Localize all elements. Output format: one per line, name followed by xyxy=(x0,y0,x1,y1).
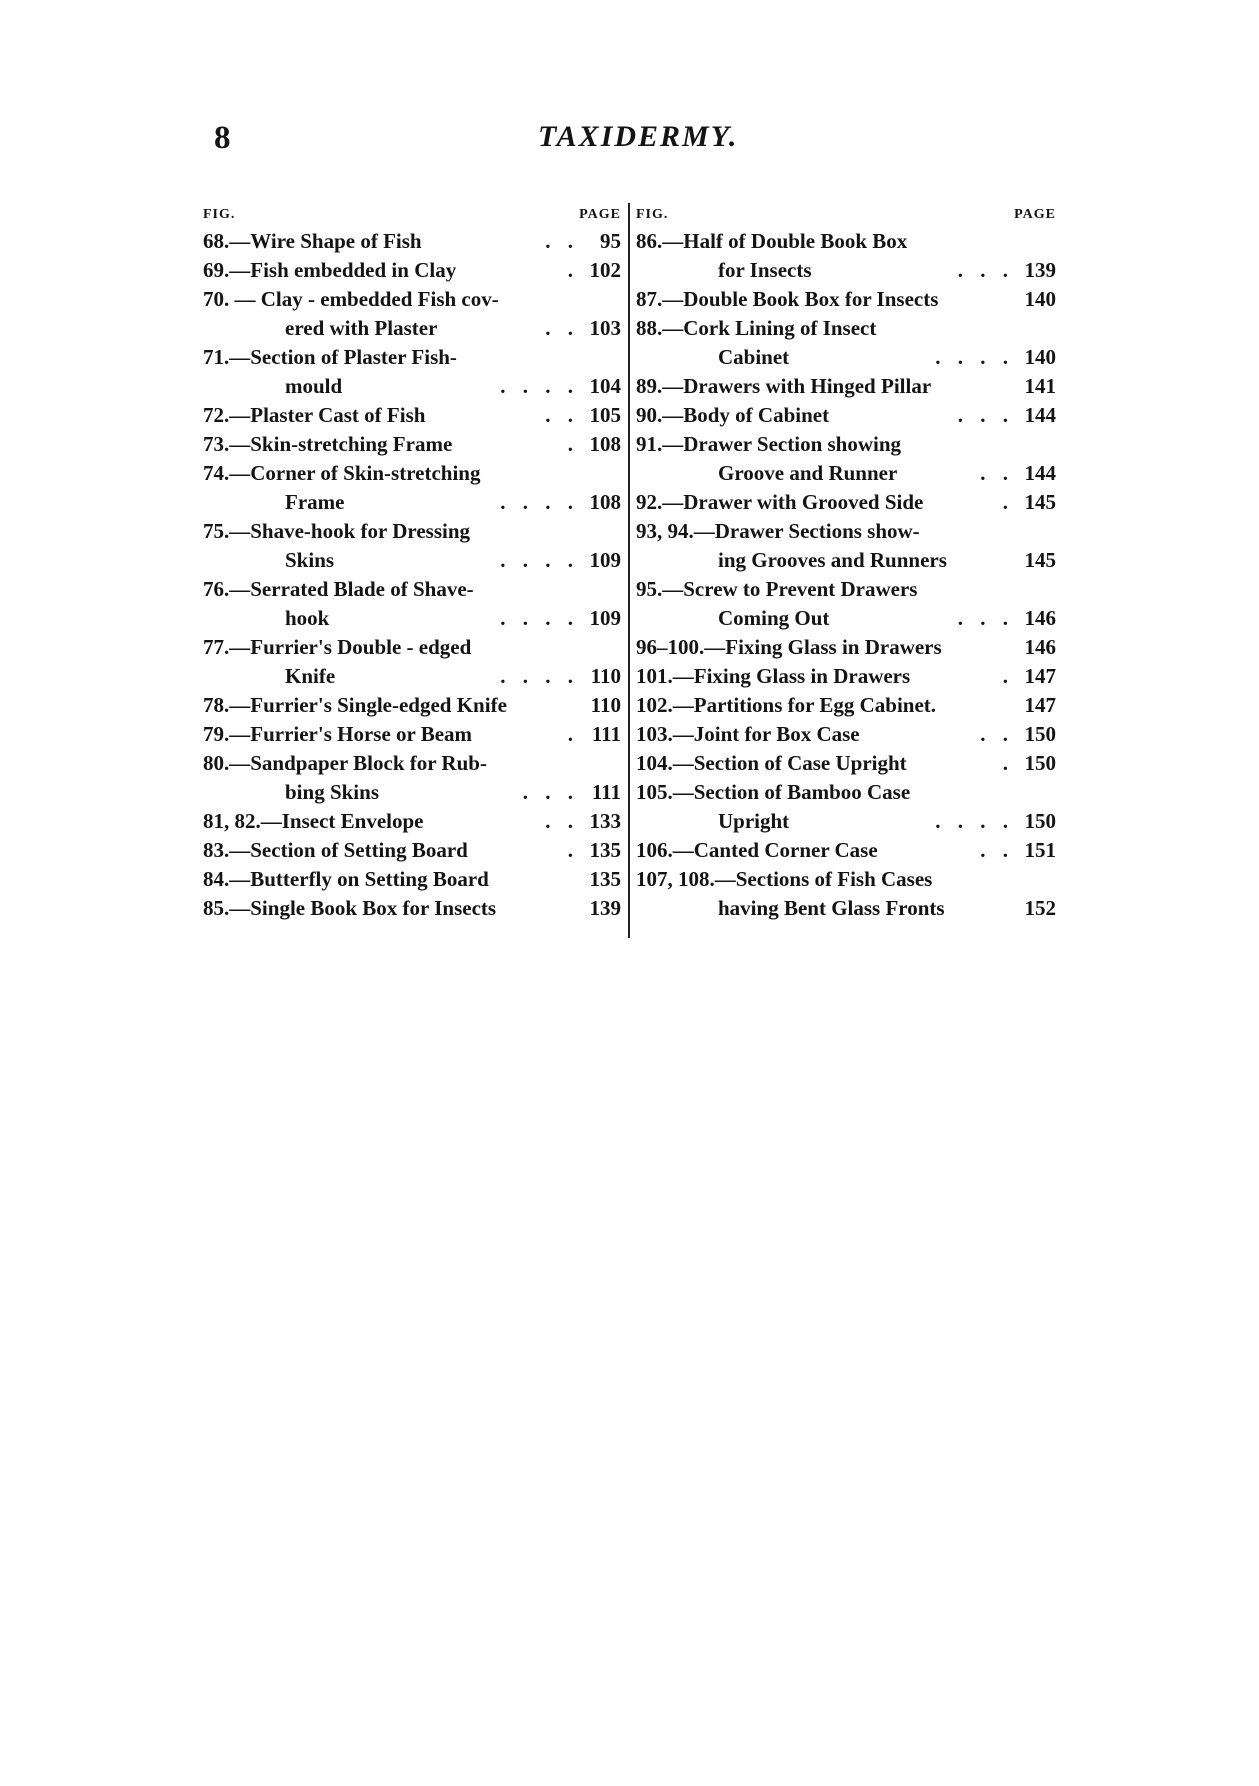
entry-text: Upright xyxy=(718,809,790,833)
figure-list-entry xyxy=(203,227,621,256)
leader-dots: . . . . xyxy=(935,345,1014,369)
entry-page-number: 150 xyxy=(1024,809,1056,833)
entry-text: Frame xyxy=(285,490,345,514)
entry-text: mould xyxy=(285,374,343,398)
leader-dots: . . xyxy=(545,229,579,253)
entry-text: 96–100.—Fixing Glass in Drawers xyxy=(636,635,942,659)
leader-dots xyxy=(1010,372,1018,401)
entry-text: 86.—Half of Double Book Box xyxy=(636,229,908,253)
figure-list-entry xyxy=(636,401,1056,430)
figure-list-entry xyxy=(636,256,1056,285)
entry-text: 74.—Corner of Skin-stretching xyxy=(203,461,481,485)
entry-page-number xyxy=(583,575,621,604)
figure-list-entry xyxy=(203,749,621,778)
entry-text: 78.—Furrier's Single-edged Knife xyxy=(203,693,507,717)
leader-dots: . xyxy=(1002,664,1014,688)
entry-page-number: 144 xyxy=(1024,403,1056,427)
leader-dots xyxy=(1010,633,1018,662)
entry-text: 105.—Section of Bamboo Case xyxy=(636,780,911,804)
entry-page-number: 140 xyxy=(1024,287,1056,311)
leader-dots: . . xyxy=(545,809,579,833)
figure-list-entry xyxy=(203,517,621,546)
figure-list-entry xyxy=(636,633,1056,662)
entry-text: for Insects xyxy=(718,258,812,282)
entry-text: 89.—Drawers with Hinged Pillar xyxy=(636,374,932,398)
column-header xyxy=(203,203,621,227)
leader-dots xyxy=(575,575,583,604)
figure-list-entry xyxy=(636,546,1056,575)
entry-page-number: 108 xyxy=(589,490,621,514)
figure-list-entry xyxy=(203,865,621,894)
leader-dots xyxy=(575,691,583,720)
leader-dots xyxy=(1010,430,1018,459)
entry-page-number xyxy=(1018,430,1056,459)
entry-page-number: 111 xyxy=(591,780,621,804)
figure-list-entry xyxy=(203,720,621,749)
entry-page-number: 102 xyxy=(589,258,621,282)
leader-dots: . . . xyxy=(522,780,579,804)
leader-dots: . . . xyxy=(957,403,1014,427)
leader-dots xyxy=(1010,894,1018,923)
entry-page-number xyxy=(1018,865,1056,894)
entry-text: having Bent Glass Fronts xyxy=(718,896,945,920)
entry-page-number: 150 xyxy=(1024,751,1056,775)
entry-page-number: 105 xyxy=(589,403,621,427)
leader-dots: . xyxy=(567,838,579,862)
entry-text: 80.—Sandpaper Block for Rub- xyxy=(203,751,487,775)
leader-dots: . . . . xyxy=(500,374,579,398)
entry-text: 76.—Serrated Blade of Shave- xyxy=(203,577,474,601)
entry-text: 92.—Drawer with Grooved Side xyxy=(636,490,924,514)
entry-page-number xyxy=(583,459,621,488)
entry-text: 68.—Wire Shape of Fish xyxy=(203,229,422,253)
page-number: 8 xyxy=(214,120,231,156)
entry-text: Skins xyxy=(285,548,335,572)
leader-dots: . . . . xyxy=(935,809,1014,833)
entry-page-number: 133 xyxy=(589,809,621,833)
entry-text: 70. — Clay - embedded Fish cov- xyxy=(203,287,499,311)
figure-list-entry xyxy=(203,633,621,662)
leader-dots xyxy=(1010,691,1018,720)
figure-list-entry xyxy=(203,894,621,923)
leader-dots: . . xyxy=(980,838,1014,862)
leader-dots xyxy=(1010,517,1018,546)
entry-text: 90.—Body of Cabinet xyxy=(636,403,830,427)
figure-list-entry xyxy=(636,836,1056,865)
leader-dots xyxy=(1010,575,1018,604)
figure-list-entry xyxy=(636,372,1056,401)
entry-text: Coming Out xyxy=(718,606,830,630)
entry-page-number: 109 xyxy=(589,548,621,572)
leader-dots xyxy=(575,517,583,546)
entry-text: hook xyxy=(285,606,330,630)
leader-dots: . xyxy=(567,258,579,282)
entry-text: 85.—Single Book Box for Insects xyxy=(203,896,497,920)
figure-list-entry xyxy=(636,517,1056,546)
leader-dots: . . . . xyxy=(500,548,579,572)
figure-list-entry xyxy=(636,749,1056,778)
leader-dots xyxy=(575,749,583,778)
figure-list-entry xyxy=(203,314,621,343)
figure-list-entry xyxy=(636,314,1056,343)
figure-list-entry xyxy=(636,807,1056,836)
figure-list-entry xyxy=(203,575,621,604)
figure-list-left-column xyxy=(203,203,621,923)
figure-list-entry xyxy=(203,836,621,865)
entry-text: 79.—Furrier's Horse or Beam xyxy=(203,722,473,746)
entry-page-number xyxy=(1018,778,1056,807)
leader-dots xyxy=(575,865,583,894)
running-head-title: TAXIDERMY. xyxy=(538,120,739,153)
figure-list-entry xyxy=(636,459,1056,488)
figure-list-entry xyxy=(203,430,621,459)
entry-text: 95.—Screw to Prevent Drawers xyxy=(636,577,918,601)
figure-list-entry xyxy=(203,285,621,314)
entry-page-number xyxy=(583,517,621,546)
figure-list-entry xyxy=(203,372,621,401)
figure-list-entry xyxy=(203,604,621,633)
leader-dots: . . . xyxy=(957,606,1014,630)
leader-dots: . xyxy=(1002,751,1014,775)
entry-page-number: 139 xyxy=(589,896,621,920)
entry-page-number: 110 xyxy=(590,664,621,688)
entry-text: 71.—Section of Plaster Fish- xyxy=(203,345,457,369)
entry-page-number: 135 xyxy=(589,867,621,891)
entry-text: bing Skins xyxy=(285,780,379,804)
entry-text: 73.—Skin-stretching Frame xyxy=(203,432,453,456)
entry-page-number xyxy=(1018,227,1056,256)
figure-list-entry xyxy=(636,575,1056,604)
leader-dots: . xyxy=(567,722,579,746)
figure-list-entry xyxy=(636,662,1056,691)
entry-text: 83.—Section of Setting Board xyxy=(203,838,468,862)
fig-heading: FIG. xyxy=(636,207,669,222)
entry-text: Cabinet xyxy=(718,345,790,369)
leader-dots xyxy=(575,633,583,662)
figure-list-entry xyxy=(636,865,1056,894)
figure-list-entry xyxy=(636,430,1056,459)
entry-text: 102.—Partitions for Egg Cabinet. xyxy=(636,693,937,717)
page-heading: PAGE xyxy=(1014,207,1056,222)
entry-page-number xyxy=(583,633,621,662)
leader-dots xyxy=(575,343,583,372)
entry-page-number: 146 xyxy=(1024,606,1056,630)
figure-list-right-column xyxy=(636,203,1056,923)
entry-page-number: 144 xyxy=(1024,461,1056,485)
entry-page-number: 150 xyxy=(1024,722,1056,746)
figure-list-entry xyxy=(636,227,1056,256)
figure-list-entry xyxy=(636,691,1056,720)
leader-dots: . . . . xyxy=(500,606,579,630)
entry-text: 107, 108.—Sections of Fish Cases xyxy=(636,867,933,891)
entry-page-number xyxy=(583,285,621,314)
leader-dots: . . . xyxy=(957,258,1014,282)
entry-text: 87.—Double Book Box for Insects xyxy=(636,287,939,311)
leader-dots: . . xyxy=(980,722,1014,746)
entry-text: 93, 94.—Drawer Sections show- xyxy=(636,519,920,543)
figure-list-entry xyxy=(203,546,621,575)
entry-text: 88.—Cork Lining of Insect xyxy=(636,316,877,340)
entry-text: 104.—Section of Case Upright xyxy=(636,751,907,775)
entry-page-number: 140 xyxy=(1024,345,1056,369)
entry-page-number xyxy=(1018,314,1056,343)
leader-dots: . . xyxy=(980,461,1014,485)
entry-page-number: 141 xyxy=(1024,374,1056,398)
entry-text: Knife xyxy=(285,664,336,688)
leader-dots xyxy=(1010,546,1018,575)
fig-heading: FIG. xyxy=(203,207,236,222)
entry-page-number: 145 xyxy=(1024,548,1056,572)
entry-text: 106.—Canted Corner Case xyxy=(636,838,878,862)
entry-page-number: 110 xyxy=(590,693,621,717)
leader-dots: . xyxy=(567,432,579,456)
entry-page-number xyxy=(583,749,621,778)
entry-text: 72.—Plaster Cast of Fish xyxy=(203,403,426,427)
entry-text: 103.—Joint for Box Case xyxy=(636,722,860,746)
leader-dots xyxy=(575,459,583,488)
leader-dots: . xyxy=(1002,490,1014,514)
figure-list-entry xyxy=(203,662,621,691)
figure-list-entry xyxy=(203,488,621,517)
column-divider xyxy=(628,203,630,938)
leader-dots xyxy=(1010,865,1018,894)
entry-page-number: 147 xyxy=(1024,664,1056,688)
entry-page-number xyxy=(1018,517,1056,546)
leader-dots xyxy=(575,285,583,314)
entry-text: 91.—Drawer Section showing xyxy=(636,432,902,456)
page-heading: PAGE xyxy=(579,207,621,222)
leader-dots: . . xyxy=(545,403,579,427)
entry-text: 75.—Shave-hook for Dressing xyxy=(203,519,471,543)
leader-dots xyxy=(1010,227,1018,256)
entry-page-number: 103 xyxy=(589,316,621,340)
entry-page-number: 95 xyxy=(600,229,621,253)
leader-dots: . . xyxy=(545,316,579,340)
entry-page-number: 145 xyxy=(1024,490,1056,514)
entry-page-number: 104 xyxy=(589,374,621,398)
figure-list-entry xyxy=(203,807,621,836)
entry-page-number: 108 xyxy=(589,432,621,456)
leader-dots xyxy=(1010,285,1018,314)
entry-page-number xyxy=(583,343,621,372)
entry-page-number: 139 xyxy=(1024,258,1056,282)
entry-text: 77.—Furrier's Double - edged xyxy=(203,635,472,659)
entry-text: ing Grooves and Runners xyxy=(718,548,947,572)
figure-list-entry xyxy=(203,256,621,285)
figure-list-entry xyxy=(636,894,1056,923)
entry-text: 69.—Fish embedded in Clay xyxy=(203,258,457,282)
leader-dots: . . . . xyxy=(500,664,579,688)
entry-text: Groove and Runner xyxy=(718,461,898,485)
leader-dots xyxy=(1010,314,1018,343)
figure-list-entry xyxy=(636,488,1056,517)
entry-page-number: 146 xyxy=(1024,635,1056,659)
entry-text: 101.—Fixing Glass in Drawers xyxy=(636,664,911,688)
entry-page-number: 111 xyxy=(591,722,621,746)
entry-page-number: 147 xyxy=(1024,693,1056,717)
entry-page-number: 152 xyxy=(1024,896,1056,920)
figure-list-entry xyxy=(636,778,1056,807)
figure-list-entry xyxy=(636,604,1056,633)
figure-list-entry xyxy=(203,778,621,807)
figure-list-entry xyxy=(636,343,1056,372)
entry-page-number: 135 xyxy=(589,838,621,862)
leader-dots: . . . . xyxy=(500,490,579,514)
figure-list-entry xyxy=(203,401,621,430)
entry-page-number: 109 xyxy=(589,606,621,630)
entry-page-number xyxy=(1018,575,1056,604)
figure-list-entry xyxy=(636,720,1056,749)
leader-dots xyxy=(575,894,583,923)
figure-list-entry xyxy=(636,285,1056,314)
column-header xyxy=(636,203,1056,227)
figure-list-entry xyxy=(203,691,621,720)
figure-list-entry xyxy=(203,459,621,488)
entry-text: 84.—Butterfly on Setting Board xyxy=(203,867,489,891)
figure-list-entry xyxy=(203,343,621,372)
leader-dots xyxy=(1010,778,1018,807)
entry-text: 81, 82.—Insect Envelope xyxy=(203,809,424,833)
entry-page-number: 151 xyxy=(1024,838,1056,862)
entry-text: ered with Plaster xyxy=(285,316,438,340)
